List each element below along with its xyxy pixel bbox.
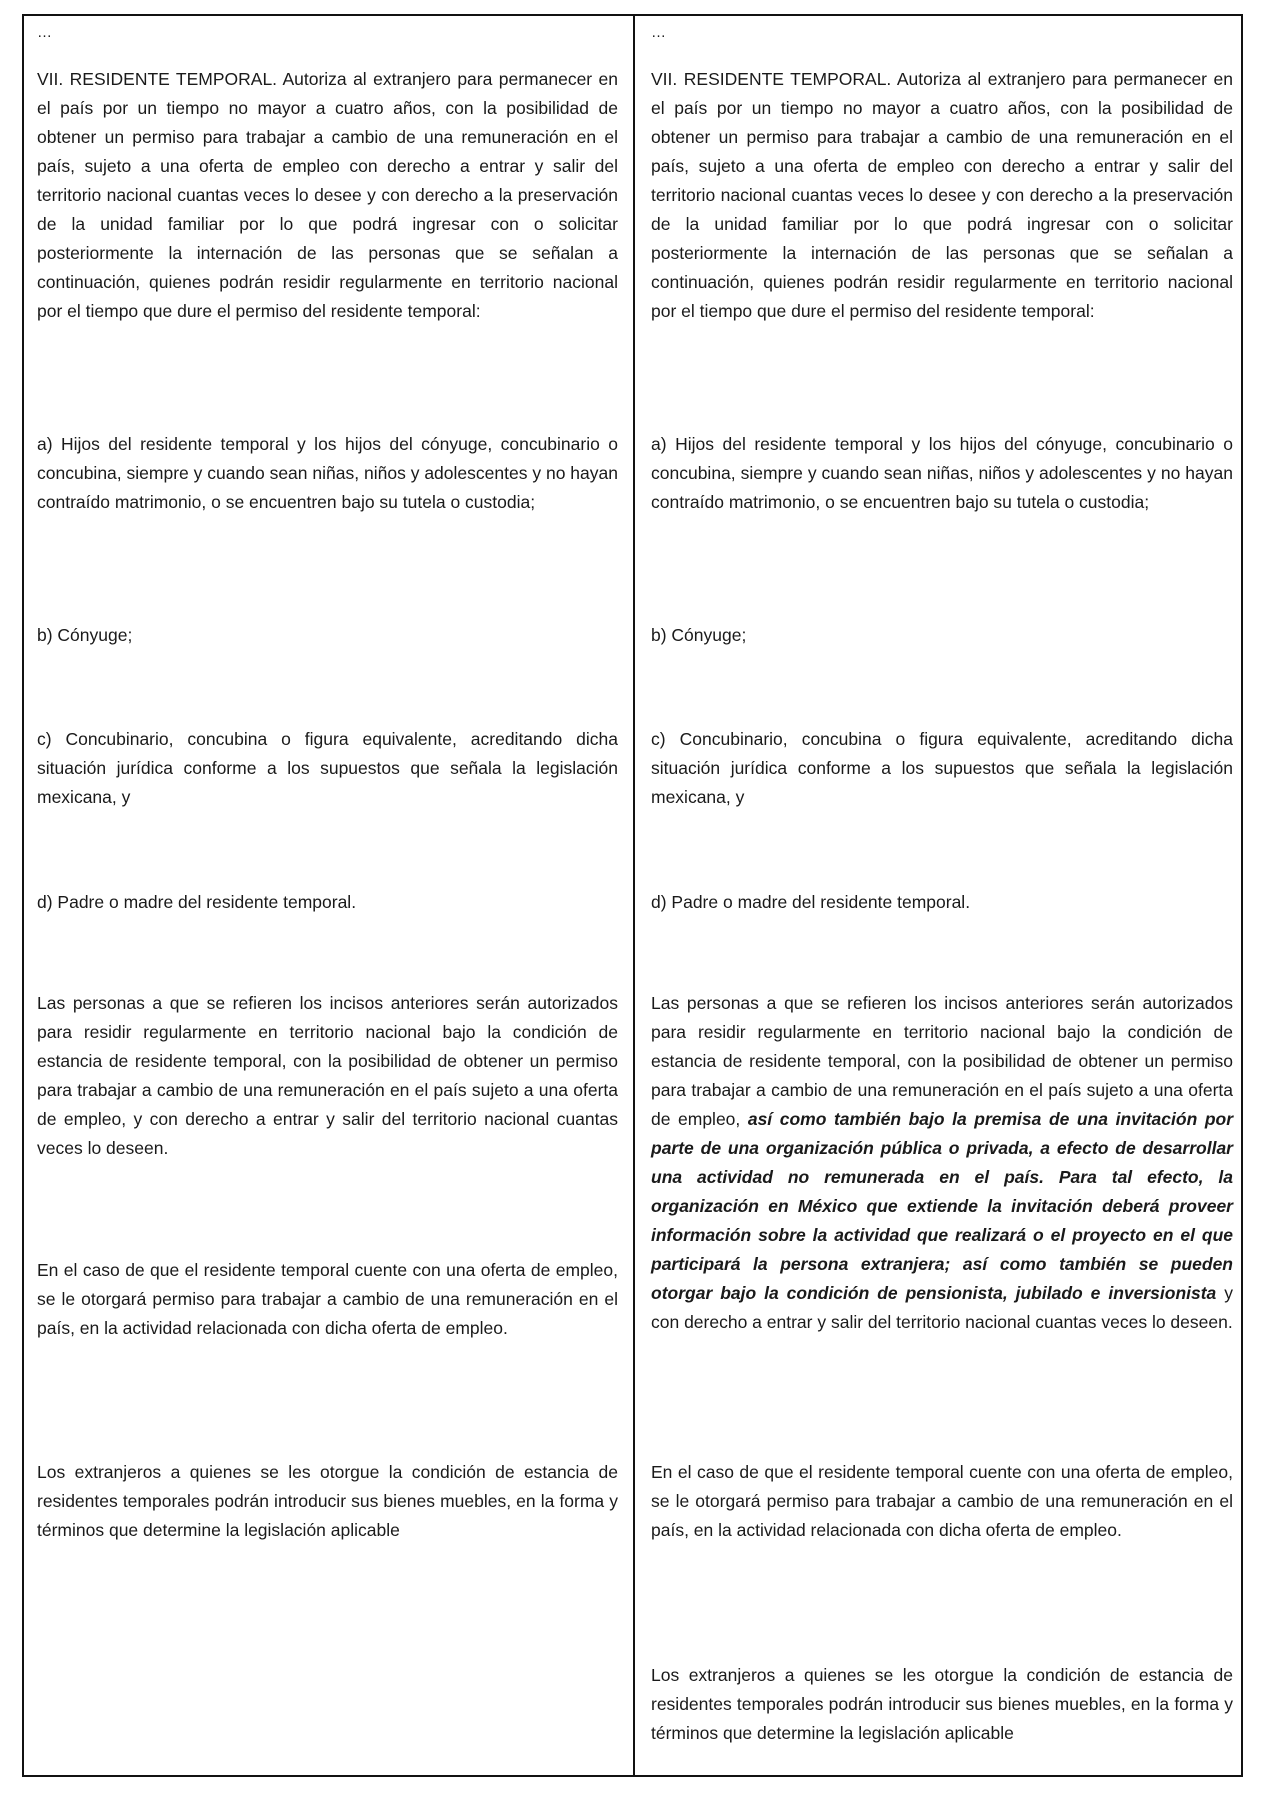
left-inciso-c: c) Concubinario, concubina o figura equivalente, acreditando dicha situación jurídica conforme a los supuestos que señala la legislación mexicana, y	[37, 729, 618, 807]
right-inciso-b: b) Cónyuge;	[651, 625, 747, 645]
right-paragraph-oferta: En el caso de que el residente temporal cuente con una oferta de empleo, se le otorgará permiso para trabajar a cambio de una remuneración en el país, en la actividad relacionada con dicha oferta de empleo.	[651, 1462, 1233, 1540]
right-inciso-d: d) Padre o madre del residente temporal.	[651, 892, 971, 912]
left-fraction-vii: VII. RESIDENTE TEMPORAL. Autoriza al extranjero para permanecer en el país por un tiempo no mayor a cuatro años, con la posibilidad de obtener un permiso para trabajar a cambio de una remuneración en el país, sujeto a una oferta de empleo con derecho a entrar y salir del territorio nacional cuantas veces lo desee y con derecho a la preservación de la unidad familiar por lo que podrá ingresar con o solicitar posteriormente la internación de las personas que se señalan a continuación, quienes podrán residir regularmente en territorio nacional por el tiempo que dure el permiso del residente temporal:	[37, 69, 618, 321]
left-inciso-a: a) Hijos del residente temporal y los hijos del cónyuge, concubinario o concubina, siempre y cuando sean niñas, niños y adolescentes y no hayan contraído matrimonio, o se encuentren bajo su tutela o custodia;	[37, 434, 618, 512]
left-paragraph-bienes: Los extranjeros a quienes se les otorgue la condición de estancia de residentes temporales podrán introducir sus bienes muebles, en la forma y términos que determine la legislación aplicable	[37, 1462, 618, 1540]
right-inciso-c: c) Concubinario, concubina o figura equivalente, acreditando dicha situación jurídica conforme a los supuestos que señala la legislación mexicana, y	[651, 729, 1233, 807]
left-paragraph-oferta: En el caso de que el residente temporal cuente con una oferta de empleo, se le otorgará permiso para trabajar a cambio de una remuneración en el país, en la actividad relacionada con dicha oferta de empleo.	[37, 1260, 618, 1338]
column-divider	[633, 14, 635, 1777]
left-ellipsis: …	[37, 24, 52, 41]
right-ellipsis: …	[651, 24, 666, 41]
right-paragraph-bienes: Los extranjeros a quienes se les otorgue la condición de estancia de residentes temporales podrán introducir sus bienes muebles, en la forma y términos que determine la legislación aplicable	[651, 1665, 1233, 1743]
left-paragraph-personas: Las personas a que se refieren los incisos anteriores serán autorizados para residir regularmente en territorio nacional bajo la condición de estancia de residente temporal, con la posibilidad de obtener un permiso para trabajar a cambio de una remuneración en el país sujeto a una oferta de empleo, y con derecho a entrar y salir del territorio nacional cuantas veces lo deseen.	[37, 993, 618, 1158]
right-inciso-a: a) Hijos del residente temporal y los hijos del cónyuge, concubinario o concubina, siempre y cuando sean niñas, niños y adolescentes y no hayan contraído matrimonio, o se encuentren bajo su tutela o custodia;	[651, 434, 1233, 512]
right-personas-text-start: Las personas a que se refieren los incisos anteriores serán autorizados para residir regularmente en territorio nacional bajo la condición de estancia de residente temporal, con la posibilidad de obtener un permiso para trabajar a cambio de una remuneración en el país sujeto a una oferta de empleo,	[651, 993, 1233, 1129]
right-fraction-vii: VII. RESIDENTE TEMPORAL. Autoriza al extranjero para permanecer en el país por un tiempo no mayor a cuatro años, con la posibilidad de obtener un permiso para trabajar a cambio de una remuneración en el país, sujeto a una oferta de empleo con derecho a entrar y salir del territorio nacional cuantas veces lo desee y con derecho a la preservación de la unidad familiar por lo que podrá ingresar con o solicitar posteriormente la internación de las personas que se señalan a continuación, quienes podrán residir regularmente en territorio nacional por el tiempo que dure el permiso del residente temporal:	[651, 69, 1233, 321]
left-inciso-d: d) Padre o madre del residente temporal.	[37, 892, 357, 912]
right-paragraph-personas	[651, 989, 1233, 1337]
right-personas-text-end: y con derecho a entrar y salir del territorio nacional cuantas veces lo deseen.	[651, 1283, 1233, 1332]
left-inciso-b: b) Cónyuge;	[37, 625, 133, 645]
right-personas-added-text: así como también bajo la premisa de una invitación por parte de una organización pública o privada, a efecto de desarrollar una actividad no remunerada en el país. Para tal efecto, la organización en México que extiende la invitación deberá proveer información sobre la actividad que realizará o el proyecto en el que participará la persona extranjera; así como también se pueden otorgar bajo la condición de pensionista, jubilado e inversionista	[651, 1109, 1234, 1303]
